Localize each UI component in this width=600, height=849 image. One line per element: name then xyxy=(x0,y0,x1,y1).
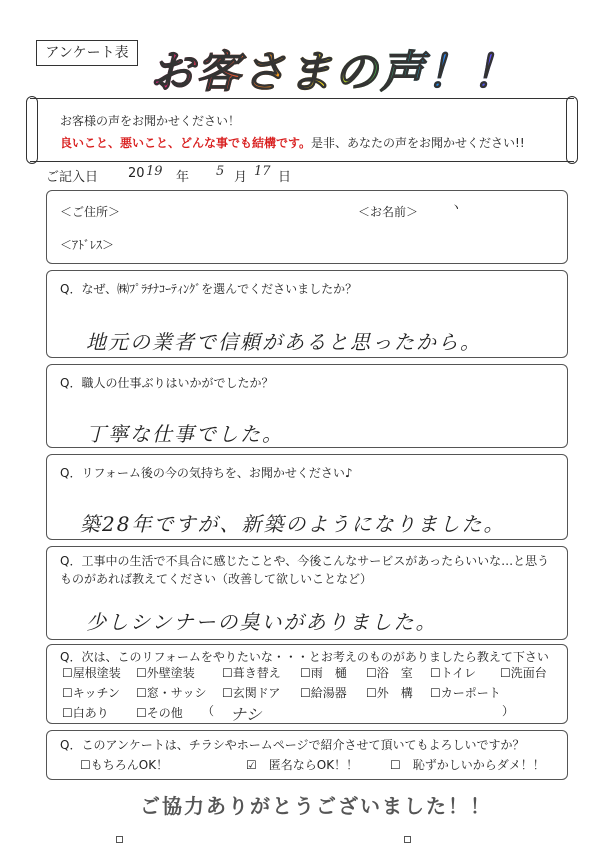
option-water-heater[interactable]: ☐給湯器 xyxy=(300,686,347,700)
page-title: お客さまの声！！ xyxy=(150,36,518,100)
thank-you-footer: ご協力ありがとうございました！！ xyxy=(140,794,492,818)
intro-line-1: お客様の声をお聞かせください！ xyxy=(60,114,241,128)
option-termite[interactable]: ☐白あり xyxy=(62,706,109,720)
intro-highlight: 良いこと、悪いこと、どんな事でも結構です。 xyxy=(60,136,312,150)
name-label: ＜お名前＞ xyxy=(358,205,419,219)
cut-mark-right xyxy=(404,836,411,843)
answer-4: 少しシンナーの臭いがありました。 xyxy=(86,610,438,634)
address-label: ＜ご住所＞ xyxy=(60,205,121,219)
consent-option-anonymous[interactable]: ☑ 匿名ならOK！！ xyxy=(246,758,359,772)
intro-rest: 是非、あなたの声をお聞かせください!! xyxy=(311,136,525,150)
survey-tag: アンケート表 xyxy=(36,40,138,66)
consent-option-ok[interactable]: ☐もちろんOK！ xyxy=(80,758,169,772)
year-prefix: 20 xyxy=(128,166,145,181)
question-4-line-2: ものがあれば教えてください（改善して欲しいことなど） xyxy=(60,572,373,586)
intro-line-2 xyxy=(60,134,525,151)
month-value: 5 xyxy=(216,164,225,179)
option-roof-paint[interactable]: ☐屋根塗装 xyxy=(62,666,121,680)
answer-1: 地元の業者で信頼があると思ったから。 xyxy=(86,330,482,354)
option-gutter[interactable]: ☐雨 樋 xyxy=(300,666,347,680)
intro-banner xyxy=(30,98,574,162)
option-reroofing[interactable]: ☐葺き替え xyxy=(222,666,281,680)
option-exterior[interactable]: ☐外 構 xyxy=(366,686,413,700)
name-mark: ヽ xyxy=(450,200,463,214)
consent-option-no[interactable]: ☐ 恥ずかしいからダメ！！ xyxy=(390,758,545,772)
day-value: 17 xyxy=(254,164,271,179)
month-unit: 月 xyxy=(234,170,248,185)
address2-label: ＜ｱﾄﾞﾚｽ＞ xyxy=(60,238,115,252)
other-close-paren: ） xyxy=(502,704,515,718)
other-value: ナシ xyxy=(230,705,262,724)
question-1: Q．なぜ、㈱ﾌﾟﾗﾁﾅｺｰﾃｨﾝｸﾞを選んでくださいましたか？ xyxy=(60,282,358,296)
option-entrance-door[interactable]: ☐玄関ドア xyxy=(222,686,281,700)
option-washstand[interactable]: ☐洗面台 xyxy=(500,666,547,680)
year-unit: 年 xyxy=(176,170,190,185)
next-reform-question: Q．次は、このリフォームをやりたいな・・・とお考えのものがありましたら教えて下さい xyxy=(60,650,549,664)
option-kitchen[interactable]: ☐キッチン xyxy=(62,686,120,700)
year-value: 19 xyxy=(146,164,163,179)
option-window[interactable]: ☐窓・サッシ xyxy=(136,686,207,700)
customer-info-box xyxy=(46,190,568,264)
consent-question: Q．このアンケートは、チラシやホームページで紹介させて頂いてもよろしいですか？ xyxy=(60,738,525,752)
question-4: Q．工事中の生活で不具合に感じたことや、今後こんなサービスがあったらいいな…と思う xyxy=(60,554,550,568)
answer-2: 丁寧な仕事でした。 xyxy=(86,422,284,446)
day-unit: 日 xyxy=(278,170,292,185)
other-open-paren: （ xyxy=(202,704,215,718)
question-2: Q．職人の仕事ぶりはいかがでしたか？ xyxy=(60,376,274,390)
answer-3: 築28年ですが、新築のようになりました。 xyxy=(80,512,506,536)
question-3: Q．リフォーム後の今の気持ちを、お聞かせください♪ xyxy=(60,466,353,480)
option-other[interactable]: ☐その他 xyxy=(136,706,183,720)
option-wall-paint[interactable]: ☐外壁塗装 xyxy=(136,666,195,680)
cut-mark-left xyxy=(116,836,123,843)
option-toilet[interactable]: ☐トイレ xyxy=(430,666,477,680)
option-carport[interactable]: ☐カーポート xyxy=(430,686,501,700)
option-bathroom[interactable]: ☐浴 室 xyxy=(366,666,413,680)
date-label: ご記入日 xyxy=(46,170,99,185)
